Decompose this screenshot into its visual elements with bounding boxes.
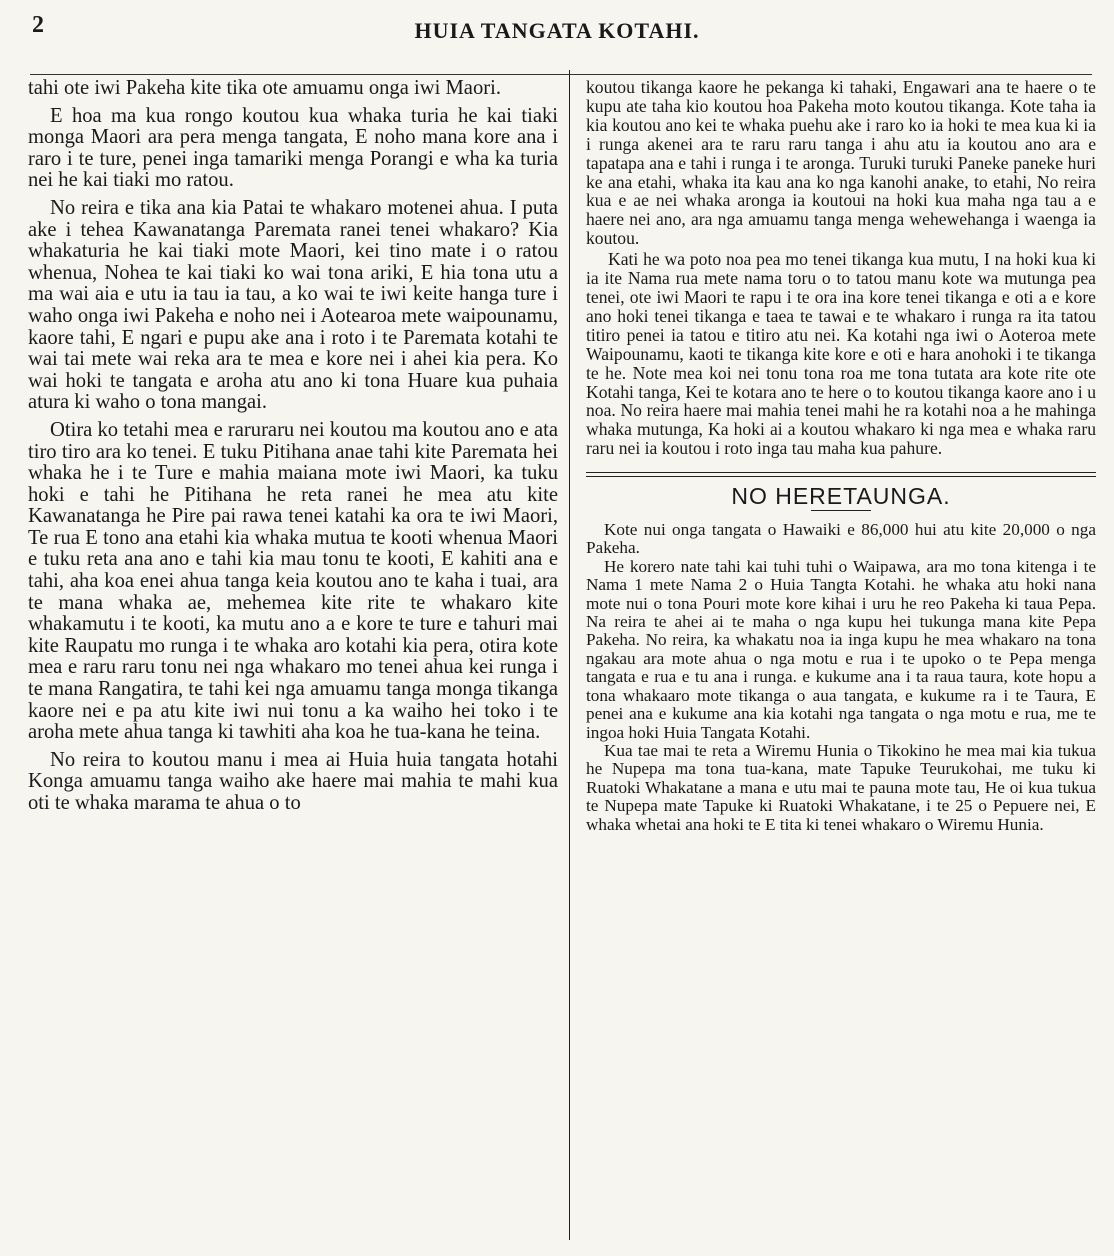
running-head-title: HUIA TANGATA KOTAHI. [414, 18, 700, 43]
article-paragraph: No reira to koutou manu i mea ai Huia huia tangata hotahi Konga amuamu tanga waiho ake haere mai mahia te mahi kua oti te whaka marama te ahua o to [28, 748, 558, 814]
right-column [582, 78, 1102, 834]
article-paragraph: E hoa ma kua rongo koutou kua whaka turia he kai tiaki monga Maori ara pera menga tangata, E noho mana kore ana i raro i te ture, penei inga tamariki menga Porangi e wha ka turia nei he kai tiaki mo ratou. [28, 104, 558, 192]
article-paragraph: Kati he wa poto noa pea mo tenei tikanga kua mutu, I na hoki kua ki ia ite Nama rua mete nama toru o to tatou manu kote wa mutunga pea tenei, ote iwi Maori te rapu i te ora ina kore tenei tikanga e oti a e kore ano hoki tenei tikanga e taea te tawai e te whakaro i runga ra ita tatou titiro penei ia tatou e titiro atu nei. Ka kotahi nga iwi o Aoteroa mete Waipounamu, kaoti te tikanga kite kore e oti e hara anohoki i te tikanga te he. Note mea koi nei tonu tona roa me tona tutata ara kote rite ote Kotahi tanga, Kei te kotara ano te here o to koutou tikanga kaore ano i u noa. No reira haere mai mahia tenei mahi he ra kotahi noa a he mahinga whaka mutunga, Ka hoki ai a koutou whakaro ki nga mea e whaka raru raru nei ia koutou i roto inga tau maha kua pahure. [586, 249, 1096, 459]
news-paragraph: Kote nui onga tangata o Hawaiki e 86,000 hui atu kite 20,000 o nga Pakeha. [586, 520, 1096, 558]
header-rule [30, 74, 1092, 75]
article-paragraph: tahi ote iwi Pakeha kite tika ote amuamu onga iwi Maori. [28, 77, 501, 99]
section-heading: NO HERETAUNGA. [731, 483, 951, 510]
column-divider [569, 70, 570, 1240]
article-paragraph: No reira e tika ana kia Patai te whakaro motenei ahua. I puta ake i tehea Kawanatanga Paremata ranei tenei whakaro? Kia whakaturia he kai tiaki mote Maori, kei tino mate i o ratou whenua, Nohea te kai tiaki ko wai tona ariki, E hia tona utu a ma wai aia e utu ia tau ia tau, a ko wai te iwi keite hanga ture i waho onga iwi Pakeha e noho nei i Aotearoa mete waipounamu, kaore tahi, E ngari e pupu ake ana i roto i te Paremata kotahi te wai tai mete wai reka ara te mea e kore nei i ahei kia pera. Ko wai hoki te tangata e aroha atu ano ki tona Huare kua puhaia atura ki waho o tona mangai. [28, 196, 558, 414]
left-column [22, 78, 564, 815]
news-paragraph: He korero nate tahi kai tuhi tuhi o Waipawa, ara mo tona kitenga i te Nama 1 mete Nama 2 o Huia Tangta Kotahi. he whaka atu hoki nana mote nui o tona Pouri mote kore kihai i uru he reo Pakeha ki taua Pepa. Na reira te ahei ai te maha o nga kupu hei tukunga mana kite Pepa Pakeha. No reira, ka whakatu noa ia inga kupu he mea whakaro na tona ngakau ara mote ahua o nga motu e rua i te upoko o te Pepa menga tangata e rua e tu ana i runga. e kukume ana i ta raua taura, kote hopu a tona whakaaro mote tikanga o aua tangata, e kukume ra i te Taura, E penei ana e kukume ana kia kotahi nga tangata o nga motu e rua, me te ingoa hoki Huia Tangata Kotahi. [586, 556, 1096, 742]
news-section [586, 521, 1096, 834]
news-paragraph: Kua tae mai te reta a Wiremu Hunia o Tikokino he mea mai kia tukua he Nupepa ma tona tua-kana, mate Tapuke Teurukohai, me tuku ki Ruatoki Whakatane a mana e utu mai te pauna mote tau, He oi kua tukua te Nupepa mate Tapuke ki Ruatoki Whakatane, i te 25 o Pepuere nei, E whaka whetai ana hoki te E tita ki tenei whakaro o Wiremu Hunia. [586, 740, 1096, 834]
page-number: 2 [32, 12, 44, 38]
section-divider [586, 472, 1096, 477]
article-paragraph: koutou tikanga kaore he pekanga ki tahaki, Engawari ana te haere o te kupu ate taha kio koutou hoa Pakeha moto koutou tikanga. Kote taha ia kia koutou ano kei te whaka puehu ake i raro ko ia hoki te mea kua ki ia i runga akenei ara te raru raru tanga i ahu atu ia koutou ano ara e tapatapa ana e tahi i runga i te aronga. Turuki turuki Paneke paneke huri ke ana etahi, whaka ita kau ana ko nga kanohi anake, to etahi, No reira kua e ae nei whaka aronga ia koutoui na hoki kua maha nga tau a e haere nei ano, ara nga amuamu tanga menga wehewehanga i waenga ia koutou. [586, 77, 1096, 249]
heading-underline [811, 510, 871, 511]
article-paragraph: Otira ko tetahi mea e raruraru nei koutou ma koutou ano e ata tiro tiro ara ko tenei. E tuku Pitihana anae tahi kite Paremata hei whaka he i te Ture e mahia maiana mote iwi Maori, ka tuku hoki e tahi he Pitihana he reta ranei he mea atu kite Kawanatanga he Pire pai rawa tenei katahi ka ora te iwi Maori, Te rua E tono ana etahi kia whaka mutua te kooti whenua Maori e tuku reta ana ano e tahi kia mau tonu te kooti, E kahiti ana e tahi, aha koa enei ahua tanga keia koutou ano te kaha i tuai, ara te mana whaka ae, mehemea kite rite te whakaro kite whakamutu i te kooti, ka mutu ano a e kore te ture e tahuri mai kite Raupatu mo runga i te whaka aro kotahi kia pera, otira kote mea e raru raru tonu nei nga whakaro mo tenei ahua kei runga i te mana Rangatira, te tahi kei nga amuamu tanga monga tikanga kaore nei e pa atu kite iwi nui tonu a ka waiho hei toko i te aroha mete ahua tanga ki tawhiti aha koa he tua-kana he teina. [28, 418, 558, 744]
